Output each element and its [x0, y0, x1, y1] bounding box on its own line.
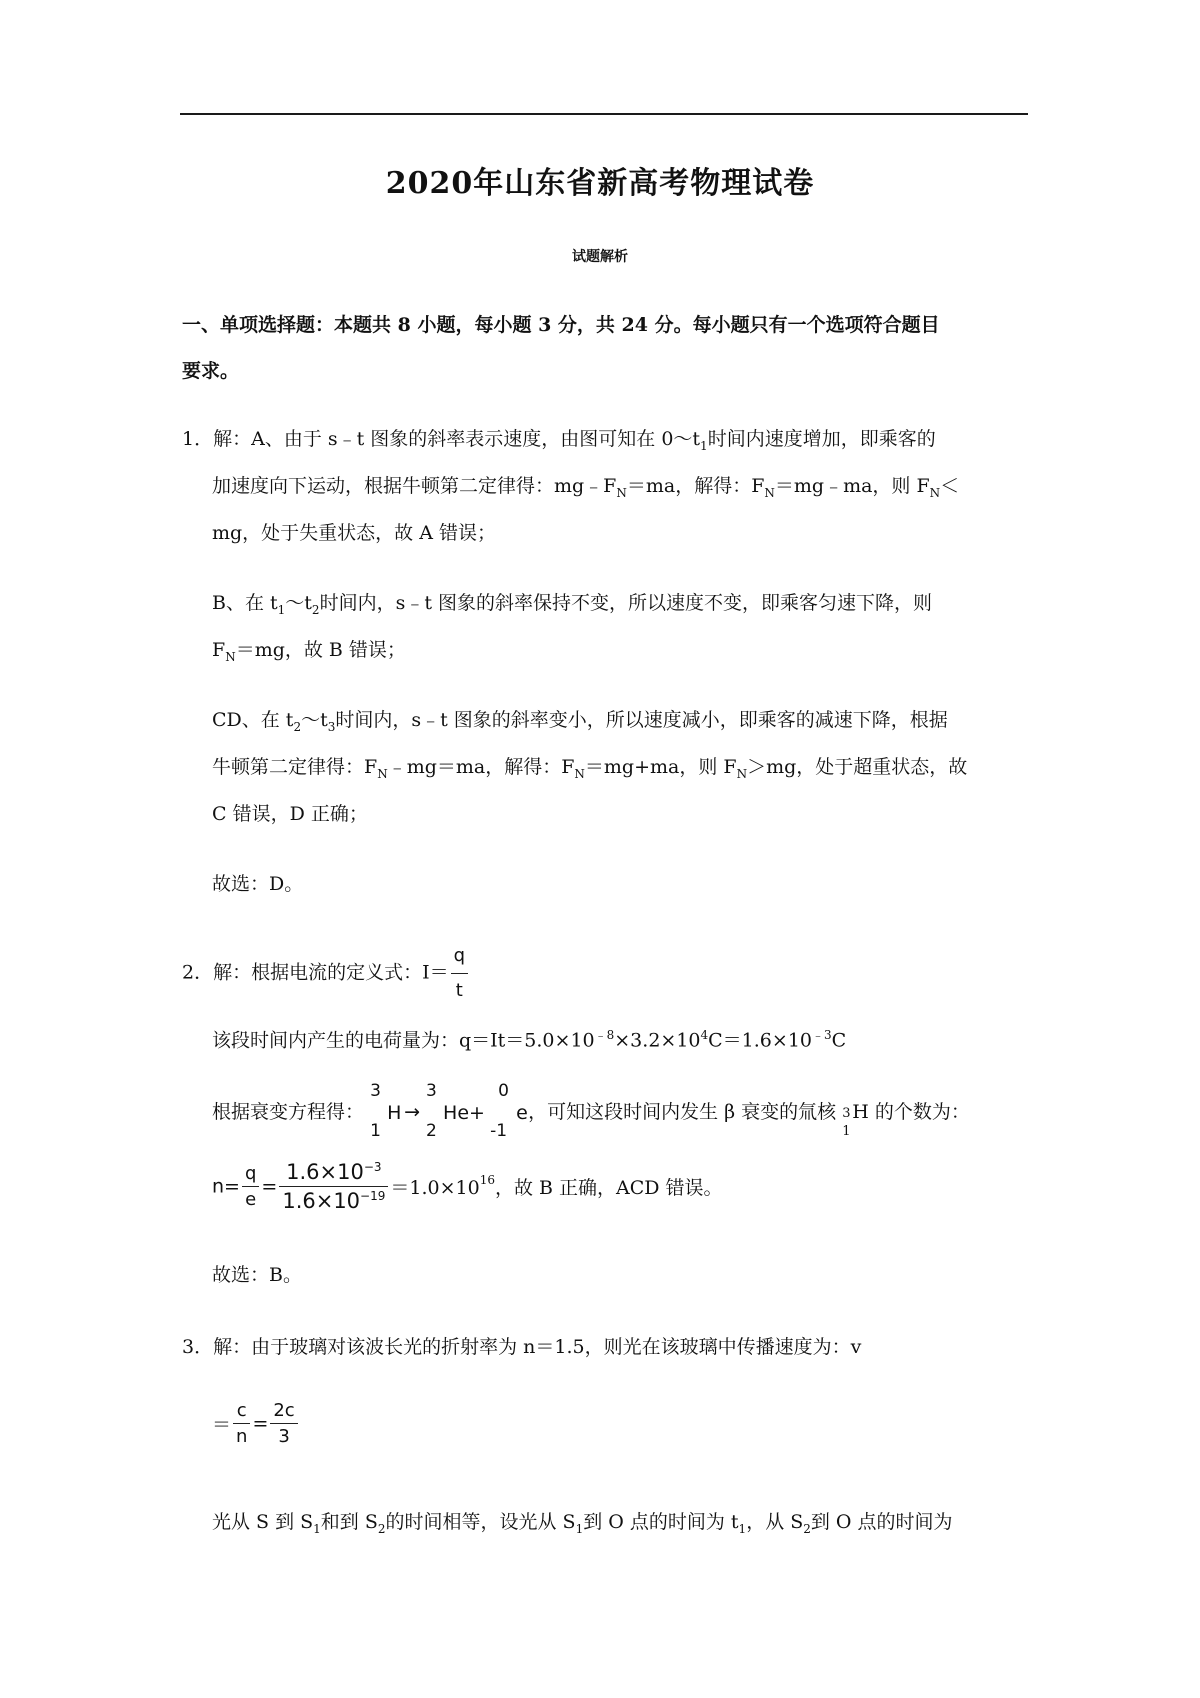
c-over-n-fraction: $\frac{c}{n}$ — [233, 1400, 250, 1447]
q3-line1: 3．解：由于玻璃对该波长光的折射率为 n＝1.5，则光在该玻璃中传播速度为：v — [182, 1336, 862, 1358]
header-rule — [180, 113, 1028, 115]
q1-line1: 1．解：A、由于 s﹣t 图象的斜率表示速度，由图可知在 $0\sim t_1$时间内速度增加，即乘客的 — [182, 428, 936, 453]
q3-number: 3． — [182, 1336, 214, 1358]
q1-cd-line3: C 错误，D 正确； — [212, 803, 368, 825]
q2-number: 2． — [182, 961, 214, 984]
page-title: 2020年山东省新高考物理试卷 — [385, 166, 815, 201]
q1-b-line1: B、在 $t_1\sim t_2$时间内，s﹣t 图象的斜率保持不变，所以速度不变，即乘客匀速下降，则 — [212, 592, 932, 617]
section-heading — [182, 302, 1027, 394]
two-c-over-three-fraction: $\frac{2c}{3}$ — [270, 1400, 297, 1447]
q2-line1: 2．解：根据电流的定义式：I＝ $\frac{q}{t}$ — [182, 941, 470, 1006]
q3-line3: 光从 S 到 $S_1$和到 $S_2$的时间相等，设光从 $S_1$到 O 点的时间为 $t_1$，从 $S_2$到 O 点的时间为 — [212, 1511, 953, 1536]
q2-current-fraction: $\frac{q}{t}$ — [451, 941, 468, 1006]
page-subtitle: 试题解析 — [572, 249, 628, 265]
q-over-e-fraction: $\frac{q}{e}$ — [242, 1163, 259, 1210]
q1-cd-line2: 牛顿第二定律得：$F_N﹣mg=ma$，解得：$F_N=mg+ma$，则 $F_N>mg$，处于超重状态，故 — [212, 756, 968, 781]
section-heading-line1: 一、单项选择题：本题共 8 小题，每小题 3 分，共 24 分。每小题只有一个选项符合题目 — [182, 314, 940, 336]
q1-b-line2: $F_N=mg$，故 B 错误； — [212, 639, 406, 664]
q1-cd-line1: CD、在 $t_2\sim t_3$时间内，s﹣t 图象的斜率变小，所以速度减小，即乘客的减速下降，根据 — [212, 709, 948, 734]
tritium-nuclide: 3 1 H — [370, 1081, 402, 1141]
q2-decay-equation-line: 根据衰变方程得： 3 1 H → 3 2 He+ 0 -1 e，可知这段时间内发生 β 衰变的氚核 3 1 H 的个数为： — [212, 1081, 970, 1141]
electron-particle: 0 -1 e — [490, 1081, 528, 1141]
decay-arrow: → — [404, 1101, 420, 1123]
helium-nuclide: 3 2 He+ — [426, 1081, 485, 1141]
charge-ratio-fraction: $\frac{1.6\times 10^{-3}}{1.6\times 10^{-19}}$ — [279, 1160, 388, 1213]
section-heading-line2: 要求。 — [182, 360, 240, 382]
q1-answer: 故选：D。 — [212, 873, 304, 895]
q3-speed-formula: ＝ $\frac{c}{n}$ = $\frac{2c}{3}$ — [212, 1400, 300, 1447]
q2-answer: 故选：B。 — [212, 1264, 302, 1286]
q2-line2: 该段时间内产生的电荷量为：$q=It=5.0\times 10^{﹣8}\times 3.2\times 10^4C=1.6\times 10^{﹣3}C$ — [212, 1028, 847, 1052]
q1-line3: mg，处于失重状态，故 A 错误； — [212, 522, 496, 544]
q1-line2: 加速度向下运动，根据牛顿第二定律得：$mg﹣F_N=ma$，解得：$F_N=mg﹣ma$，则 $F_N<$ — [212, 475, 960, 500]
q1-number: 1． — [182, 428, 214, 450]
q2-count-formula: n= $\frac{q}{e}$ = $\frac{1.6\times 10^{-3}}{1.6\times 10^{-19}}$ $=1.0\times 10^{16}$，故 B 正确，ACD 错误。 — [212, 1160, 723, 1213]
